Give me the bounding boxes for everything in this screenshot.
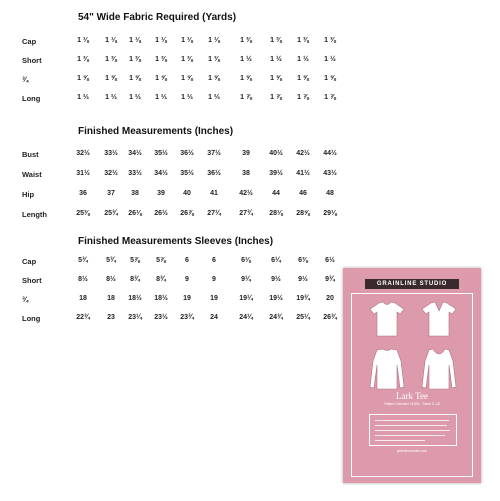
table-cell: 26¾ xyxy=(323,314,337,321)
brand-banner: GRAINLINE STUDIO xyxy=(365,279,459,289)
table-cell: 26½ xyxy=(154,210,168,217)
table-cell: 1 ⅔ xyxy=(181,94,193,101)
table-cell: 19 xyxy=(210,295,218,302)
table-cell: 1 ⅛ xyxy=(155,37,167,44)
table-cell: 1 ⅛ xyxy=(181,37,193,44)
table-cell: 19¼ xyxy=(239,295,253,302)
table-cell: 1 ½ xyxy=(297,56,309,63)
v-neck-tee-icon xyxy=(419,300,459,338)
table-cell: 1 ⅞ xyxy=(324,94,336,101)
table-cell: 9½ xyxy=(298,276,308,283)
cap-sleeve-tee-icon xyxy=(367,300,407,338)
table-cell: 5¾ xyxy=(106,257,116,264)
table-cell: 43½ xyxy=(323,170,337,177)
table-cell: 28⅝ xyxy=(296,210,310,217)
table-cell: 8½ xyxy=(78,276,88,283)
fabric-title: 54" Wide Fabric Required (Yards) xyxy=(78,12,237,23)
row-label: Long xyxy=(22,314,41,323)
table-cell: 19 xyxy=(183,295,191,302)
table-cell: 25¼ xyxy=(296,314,310,321)
table-cell: 31½ xyxy=(76,170,90,177)
table-cell: 1 ⅝ xyxy=(155,75,167,82)
table-cell: 1 ⅔ xyxy=(208,94,220,101)
long-sleeve-tee-icon xyxy=(367,347,407,391)
table-cell: 18 xyxy=(107,295,115,302)
table-row xyxy=(0,295,360,307)
table-cell: 1 ⅝ xyxy=(324,75,336,82)
table-cell: 40 xyxy=(183,190,191,197)
table-cell: 35½ xyxy=(154,150,168,157)
table-cell: 42½ xyxy=(296,150,310,157)
table-cell: 1 ⅝ xyxy=(105,75,117,82)
table-cell: 1 ½ xyxy=(324,56,336,63)
table-cell: 24¼ xyxy=(239,314,253,321)
table-cell: 6¼ xyxy=(271,257,281,264)
table-cell: 1 ⅜ xyxy=(208,56,220,63)
table-cell: 1 ⅝ xyxy=(208,75,220,82)
table-cell: 24 xyxy=(210,314,218,321)
table-cell: 1 ⅝ xyxy=(240,75,252,82)
table-cell: 18½ xyxy=(128,295,142,302)
table-cell: 39½ xyxy=(269,170,283,177)
table-cell: 25⅜ xyxy=(76,210,90,217)
table-cell: 25¾ xyxy=(104,210,118,217)
table-cell: 19¾ xyxy=(296,295,310,302)
table-cell: 1 ⅜ xyxy=(270,37,282,44)
table-cell: 29⅛ xyxy=(323,210,337,217)
table-cell: 9 xyxy=(212,276,216,283)
table-cell: 9 xyxy=(185,276,189,283)
table-cell: 38 xyxy=(131,190,139,197)
table-cell: 8½ xyxy=(106,276,116,283)
table-cell: 37 xyxy=(107,190,115,197)
table-cell: 48 xyxy=(326,190,334,197)
table-cell: 36 xyxy=(79,190,87,197)
table-cell: 5⅞ xyxy=(156,257,166,264)
table-cell: 36½ xyxy=(207,170,221,177)
table-cell: 1 ⅛ xyxy=(105,37,117,44)
table-cell: 28⅛ xyxy=(269,210,283,217)
row-label: ¾ xyxy=(22,75,29,84)
table-cell: 20 xyxy=(326,295,334,302)
table-cell: 6½ xyxy=(325,257,335,264)
table-cell: 33½ xyxy=(104,150,118,157)
table-cell: 1 ⅜ xyxy=(181,56,193,63)
table-row xyxy=(0,170,360,182)
description-box xyxy=(369,414,457,446)
row-label: ¾ xyxy=(22,295,29,304)
table-row xyxy=(0,56,360,68)
table-cell: 1 ⅔ xyxy=(155,94,167,101)
table-cell: 35½ xyxy=(180,170,194,177)
table-cell: 1 ⅝ xyxy=(181,75,193,82)
table-cell: 44½ xyxy=(323,150,337,157)
table-cell: 1 ⅛ xyxy=(129,37,141,44)
table-cell: 1 ⅞ xyxy=(270,94,282,101)
pattern-subtitle: Pattern Number 11004 · Sizes 0–18 xyxy=(384,402,440,406)
table-cell: 32½ xyxy=(104,170,118,177)
table-cell: 8¾ xyxy=(156,276,166,283)
table-cell: 9½ xyxy=(271,276,281,283)
table-cell: 32½ xyxy=(76,150,90,157)
table-row xyxy=(0,190,360,202)
table-cell: 34½ xyxy=(128,150,142,157)
table-cell: 1 ⅜ xyxy=(324,37,336,44)
table-cell: 5¾ xyxy=(78,257,88,264)
table-cell: 1 ⅞ xyxy=(297,94,309,101)
table-cell: 36½ xyxy=(180,150,194,157)
table-cell: 5⅞ xyxy=(130,257,140,264)
pattern-name: Lark Tee xyxy=(396,391,428,401)
table-cell: 1 ⅜ xyxy=(77,56,89,63)
row-label: Bust xyxy=(22,150,39,159)
table-cell: 1 ⅔ xyxy=(77,94,89,101)
table-cell: 27¼ xyxy=(207,210,221,217)
row-label: Waist xyxy=(22,170,42,179)
row-label: Long xyxy=(22,94,41,103)
table-cell: 1 ⅜ xyxy=(240,37,252,44)
table-cell: 37½ xyxy=(207,150,221,157)
row-label: Cap xyxy=(22,37,37,46)
table-cell: 33½ xyxy=(128,170,142,177)
table-row xyxy=(0,75,360,87)
table-cell: 1 ⅜ xyxy=(297,37,309,44)
table-cell: 1 ⅛ xyxy=(208,37,220,44)
table-cell: 18 xyxy=(79,295,87,302)
row-label: Length xyxy=(22,210,47,219)
table-cell: 40½ xyxy=(269,150,283,157)
row-label: Short xyxy=(22,56,42,65)
table-cell: 23¾ xyxy=(180,314,194,321)
table-cell: 1 ⅞ xyxy=(240,94,252,101)
row-label: Cap xyxy=(22,257,37,266)
sleeves-title: Finished Measurements Sleeves (Inches) xyxy=(78,236,274,247)
table-cell: 39 xyxy=(242,150,250,157)
row-label: Short xyxy=(22,276,42,285)
table-cell: 41 xyxy=(210,190,218,197)
table-cell: 41½ xyxy=(296,170,310,177)
table-cell: 1 ⅝ xyxy=(129,75,141,82)
table-cell: 1 ⅝ xyxy=(297,75,309,82)
pattern-envelope xyxy=(343,268,481,483)
table-cell: 44 xyxy=(272,190,280,197)
table-cell: 6 xyxy=(212,257,216,264)
website-url: grainlinestudio.com xyxy=(396,449,428,453)
table-cell: 1 ⅜ xyxy=(105,56,117,63)
table-row xyxy=(0,37,360,49)
finished-title: Finished Measurements (Inches) xyxy=(78,126,234,137)
table-cell: 34½ xyxy=(154,170,168,177)
table-cell: 6 xyxy=(185,257,189,264)
table-cell: 42½ xyxy=(239,190,253,197)
table-row xyxy=(0,94,360,106)
table-cell: 6⅜ xyxy=(298,257,308,264)
table-cell: 6⅛ xyxy=(241,257,251,264)
table-row xyxy=(0,276,360,288)
scoop-neck-tee-icon xyxy=(419,347,459,391)
table-cell: 1 ⅝ xyxy=(77,75,89,82)
table-cell: 18½ xyxy=(154,295,168,302)
table-row xyxy=(0,210,360,222)
table-cell: 1 ⅔ xyxy=(129,94,141,101)
table-row xyxy=(0,314,360,326)
table-cell: 23¼ xyxy=(128,314,142,321)
table-cell: 24¾ xyxy=(269,314,283,321)
table-cell: 1 ⅛ xyxy=(77,37,89,44)
table-row xyxy=(0,150,360,162)
table-cell: 1 ½ xyxy=(240,56,252,63)
table-cell: 9¼ xyxy=(241,276,251,283)
table-cell: 1 ⅔ xyxy=(105,94,117,101)
table-cell: 9¾ xyxy=(325,276,335,283)
table-cell: 1 ⅝ xyxy=(270,75,282,82)
table-cell: 26⅞ xyxy=(180,210,194,217)
table-cell: 19½ xyxy=(269,295,283,302)
table-cell: 38 xyxy=(242,170,250,177)
table-cell: 1 ⅜ xyxy=(155,56,167,63)
table-cell: 23 xyxy=(107,314,115,321)
table-cell: 23½ xyxy=(154,314,168,321)
table-row xyxy=(0,257,360,269)
table-cell: 39 xyxy=(157,190,165,197)
table-cell: 46 xyxy=(299,190,307,197)
table-cell: 22¾ xyxy=(76,314,90,321)
table-cell: 27¾ xyxy=(239,210,253,217)
row-label: Hip xyxy=(22,190,35,199)
table-cell: 26⅛ xyxy=(128,210,142,217)
table-cell: 1 ⅜ xyxy=(129,56,141,63)
table-cell: 8¾ xyxy=(130,276,140,283)
table-cell: 1 ½ xyxy=(270,56,282,63)
